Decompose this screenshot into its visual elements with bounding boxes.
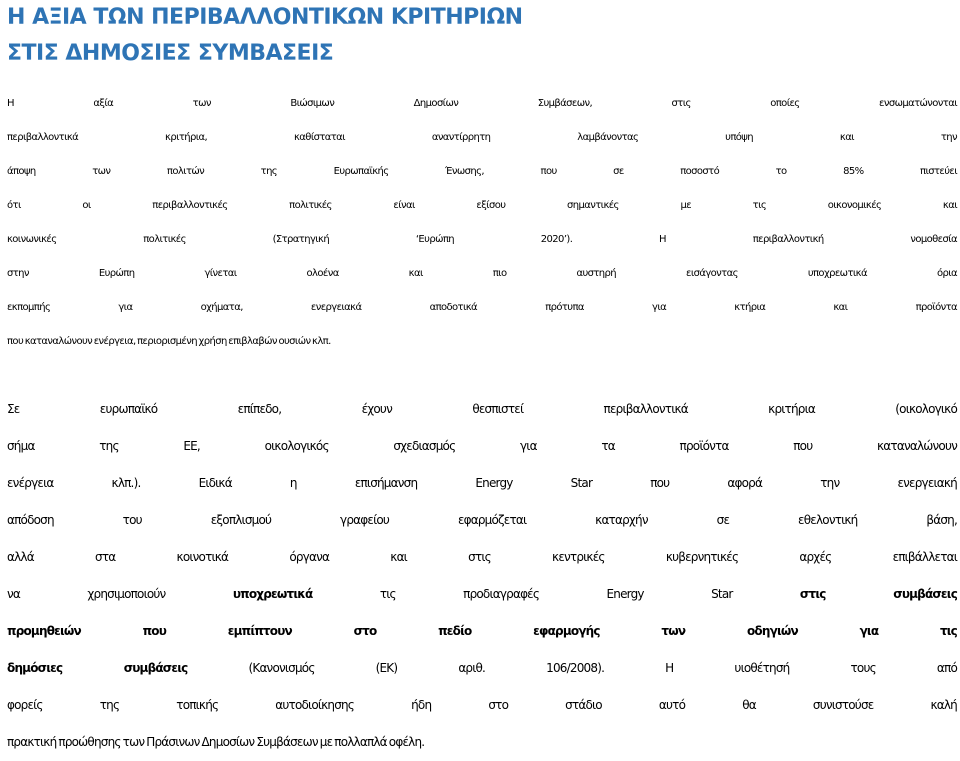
bold-text-run: προμηθειών που εμπίπτουν στο πεδίο εφαρμογής των οδηγιών για τις	[7, 624, 957, 638]
bold-text-run: δημόσιες συμβάσεις	[7, 661, 188, 675]
paragraph-2	[7, 391, 957, 761]
paragraph-1-line: Η αξία των Βιώσιμων Δημοσίων Συμβάσεων, στις οποίες ενσωματώνονται	[7, 98, 957, 109]
paragraph-2-line: ενέργεια κλπ.). Ειδικά η επισήμανση Energy Star που αφορά την ενεργειακή	[7, 476, 957, 490]
title-line-2: ΣΤΙΣ ΔΗΜΟΣΙΕΣ ΣΥΜΒΑΣΕΙΣ	[7, 41, 334, 66]
text-run: (Κανονισμός (ΕΚ) αριθ. 106/2008). Η υιοθέτησή τους από	[187, 661, 957, 675]
paragraph-1-line: που καταναλώνουν ενέργεια, περιορισμένη χρήση επιβλαβών ουσιών κλπ.	[7, 336, 331, 347]
paragraph-2-line: απόδοση του εξοπλισμού γραφείου εφαρμόζεται καταρχήν σε εθελοντική βάση,	[7, 513, 957, 527]
paragraph-1-line: στην Ευρώπη γίνεται ολοένα και πιο αυστηρή εισάγοντας υποχρεωτικά όρια	[7, 268, 957, 279]
text-run: τις προδιαγραφές Energy Star	[312, 587, 800, 601]
paragraph-1-line: ότι οι περιβαλλοντικές πολιτικές είναι εξίσου σημαντικές με τις οικονομικές και	[7, 200, 957, 211]
paragraph-2-line: πρακτική προώθησης των Πράσινων Δημοσίων Συμβάσεων με πολλαπλά οφέλη.	[7, 735, 425, 749]
bold-text-run: υποχρεωτικά	[232, 587, 313, 601]
paragraph-2-line: φορείς της τοπικής αυτοδιοίκησης ήδη στο στάδιο αυτό θα συνιστούσε καλή	[7, 698, 957, 712]
paragraph-1-line: κοινωνικές πολιτικές (Στρατηγική ‘Ευρώπη 2020’). Η περιβαλλοντική νομοθεσία	[7, 234, 957, 245]
paragraph-2-line	[7, 650, 957, 687]
bold-text-run: στις συμβάσεις	[799, 587, 958, 601]
paragraph-1	[7, 87, 957, 359]
paragraph-1-line: εκπομπής για οχήματα, ενεργειακά αποδοτικά πρότυπα για κτήρια και προϊόντα	[7, 302, 957, 313]
paragraph-1-line: άποψη των πολιτών της Ευρωπαϊκής Ένωσης, που σε ποσοστό το 85% πιστεύει	[7, 166, 957, 177]
paragraph-2-line: Σε ευρωπαϊκό επίπεδο, έχουν θεσπιστεί περιβαλλοντικά κριτήρια (οικολογικό	[7, 402, 957, 416]
paragraph-2-line	[7, 576, 957, 613]
paragraph-2-line: αλλά στα κοινοτικά όργανα και στις κεντρικές κυβερνητικές αρχές επιβάλλεται	[7, 550, 957, 564]
paragraph-2-line	[7, 613, 957, 650]
paragraph-2-line: σήμα της ΕΕ, οικολογικός σχεδιασμός για τα προϊόντα που καταναλώνουν	[7, 439, 957, 453]
paragraph-1-line: περιβαλλοντικά κριτήρια, καθίσταται αναντίρρητη λαμβάνοντας υπόψη και την	[7, 132, 957, 143]
page-title	[7, 0, 523, 72]
title-line-1: Η ΑΞΙΑ ΤΩΝ ΠΕΡΙΒΑΛΛΟΝΤΙΚΩΝ ΚΡΙΤΗΡΙΩΝ	[7, 5, 523, 30]
text-run: να χρησιμοποιούν	[7, 587, 233, 601]
